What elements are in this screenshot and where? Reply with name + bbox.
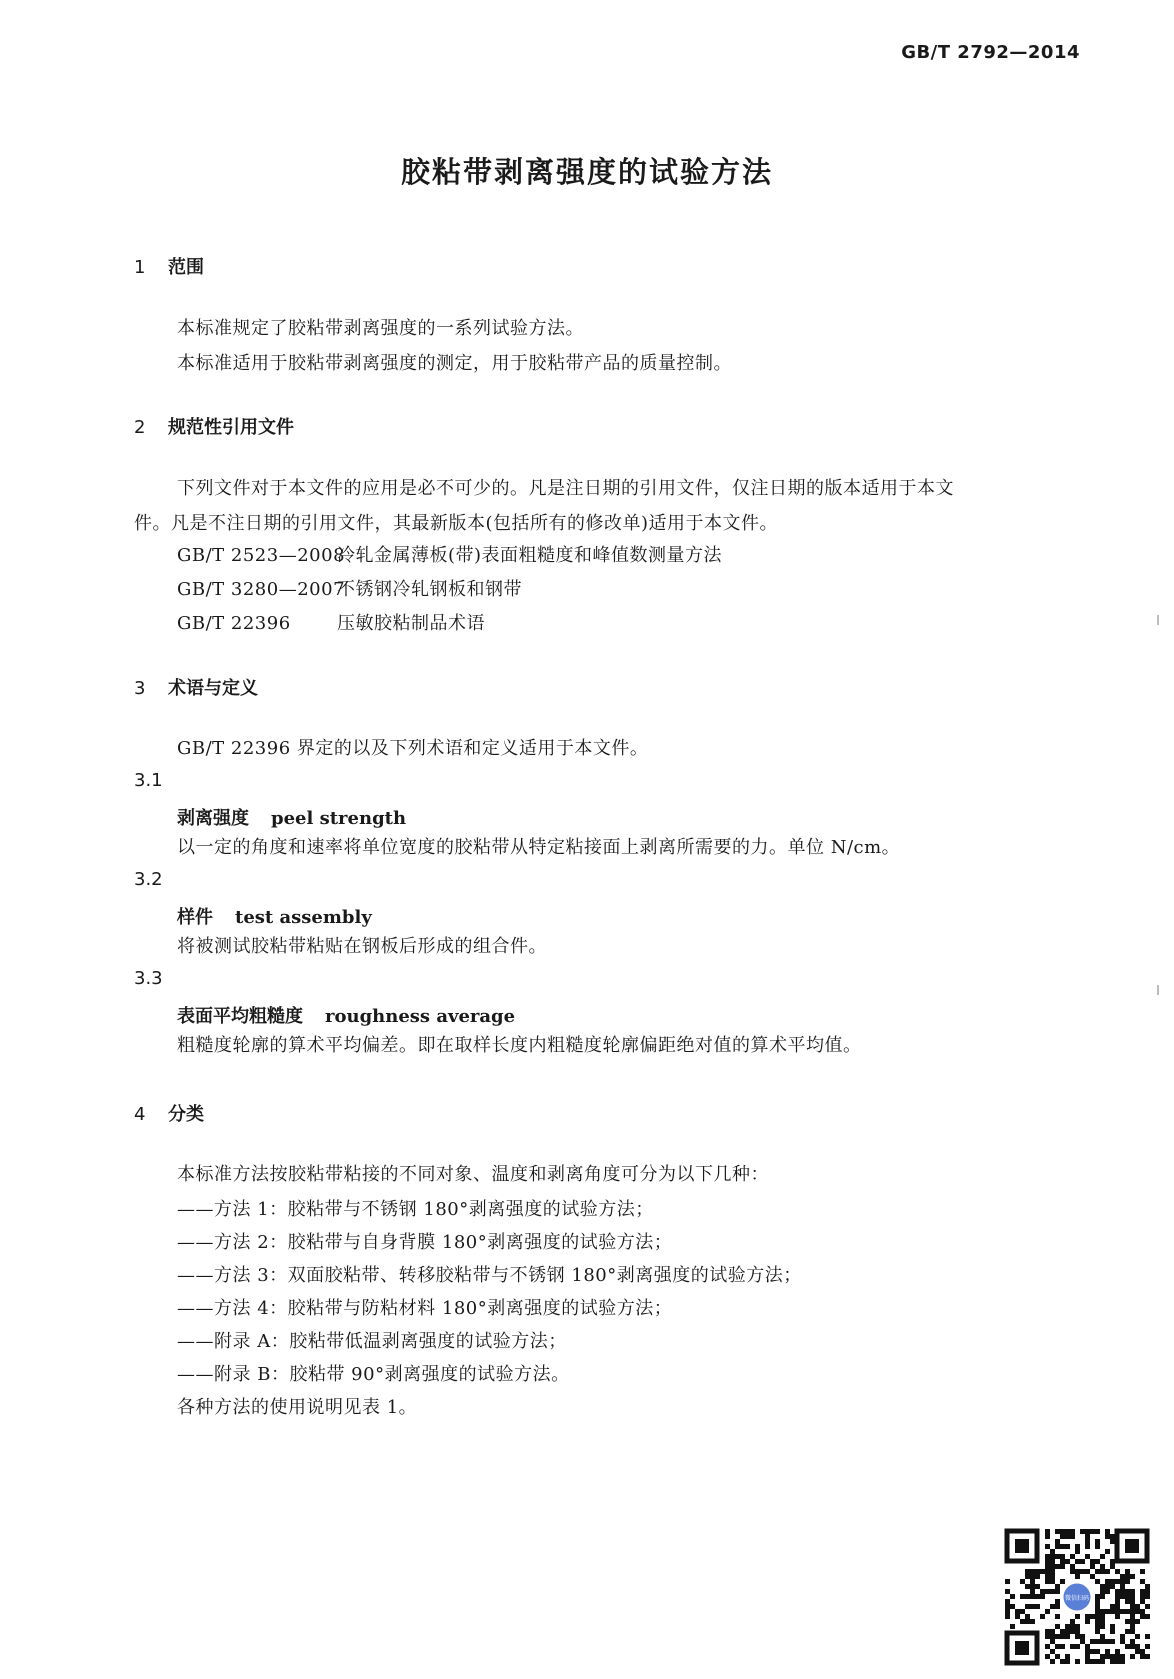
- qr-code-icon[interactable]: [1003, 1527, 1151, 1667]
- standard-code: GB/T 2792—2014: [901, 42, 1080, 63]
- section-2-intro-line-2: 件。凡是不注日期的引用文件，其最新版本(包括所有的修改单)适用于本文件。: [134, 513, 779, 534]
- term-number: 3.3: [134, 968, 163, 989]
- scan-edge-mark: [1157, 615, 1159, 625]
- reference-item: GB/T 2523—2008冷轧金属薄板(带)表面粗糙度和峰值数测量方法: [177, 545, 723, 566]
- qr-badge-text: 微信扫码: [1064, 1595, 1090, 1602]
- section-1-para-1: 本标准规定了胶粘带剥离强度的一系列试验方法。: [177, 318, 584, 339]
- section-3-heading: 3 术语与定义: [134, 678, 258, 699]
- reference-item: GB/T 3280—2007不锈钢冷轧钢板和钢带: [177, 579, 522, 600]
- term-number: 3.1: [134, 770, 163, 791]
- term-definition: 将被测试胶粘带粘贴在钢板后形成的组合件。: [177, 936, 547, 957]
- term-number: 3.2: [134, 869, 163, 890]
- term-name: 表面平均粗糙度 roughness average: [177, 1006, 516, 1027]
- list-item: ——方法 4：胶粘带与防粘材料 180°剥离强度的试验方法；: [177, 1298, 673, 1319]
- section-3-intro: GB/T 22396 界定的以及下列术语和定义适用于本文件。: [177, 738, 649, 759]
- section-2-intro-line-1: 下列文件对于本文件的应用是必不可少的。凡是注日期的引用文件，仅注日期的版本适用于本文: [177, 478, 954, 499]
- section-4-outro: 各种方法的使用说明见表 1。: [177, 1397, 418, 1418]
- term-definition: 以一定的角度和速率将单位宽度的胶粘带从特定粘接面上剥离所需要的力。单位 N/cm。: [177, 837, 901, 858]
- section-1-heading: 1 范围: [134, 257, 204, 278]
- list-item: ——方法 1：胶粘带与不锈钢 180°剥离强度的试验方法；: [177, 1199, 654, 1220]
- section-1-para-2: 本标准适用于胶粘带剥离强度的测定，用于胶粘带产品的质量控制。: [177, 353, 732, 374]
- reference-item: GB/T 22396 压敏胶粘制品术语: [177, 613, 485, 634]
- list-item: ——方法 2：胶粘带与自身背膜 180°剥离强度的试验方法；: [177, 1232, 673, 1253]
- scan-edge-mark: [1157, 985, 1159, 995]
- document-title: 胶粘带剥离强度的试验方法: [400, 155, 773, 189]
- list-item: ——方法 3：双面胶粘带、转移胶粘带与不锈钢 180°剥离强度的试验方法；: [177, 1265, 802, 1286]
- section-4-heading: 4 分类: [134, 1104, 204, 1125]
- term-definition: 粗糙度轮廓的算术平均偏差。即在取样长度内粗糙度轮廓偏距绝对值的算术平均值。: [177, 1035, 862, 1056]
- list-item: ——附录 A：胶粘带低温剥离强度的试验方法；: [177, 1331, 567, 1352]
- section-2-heading: 2 规范性引用文件: [134, 417, 294, 438]
- term-name: 样件 test assembly: [177, 907, 372, 928]
- section-4-intro: 本标准方法按胶粘带粘接的不同对象、温度和剥离角度可分为以下几种：: [177, 1164, 769, 1185]
- list-item: ——附录 B：胶粘带 90°剥离强度的试验方法。: [177, 1364, 570, 1385]
- term-name: 剥离强度 peel strength: [177, 808, 407, 829]
